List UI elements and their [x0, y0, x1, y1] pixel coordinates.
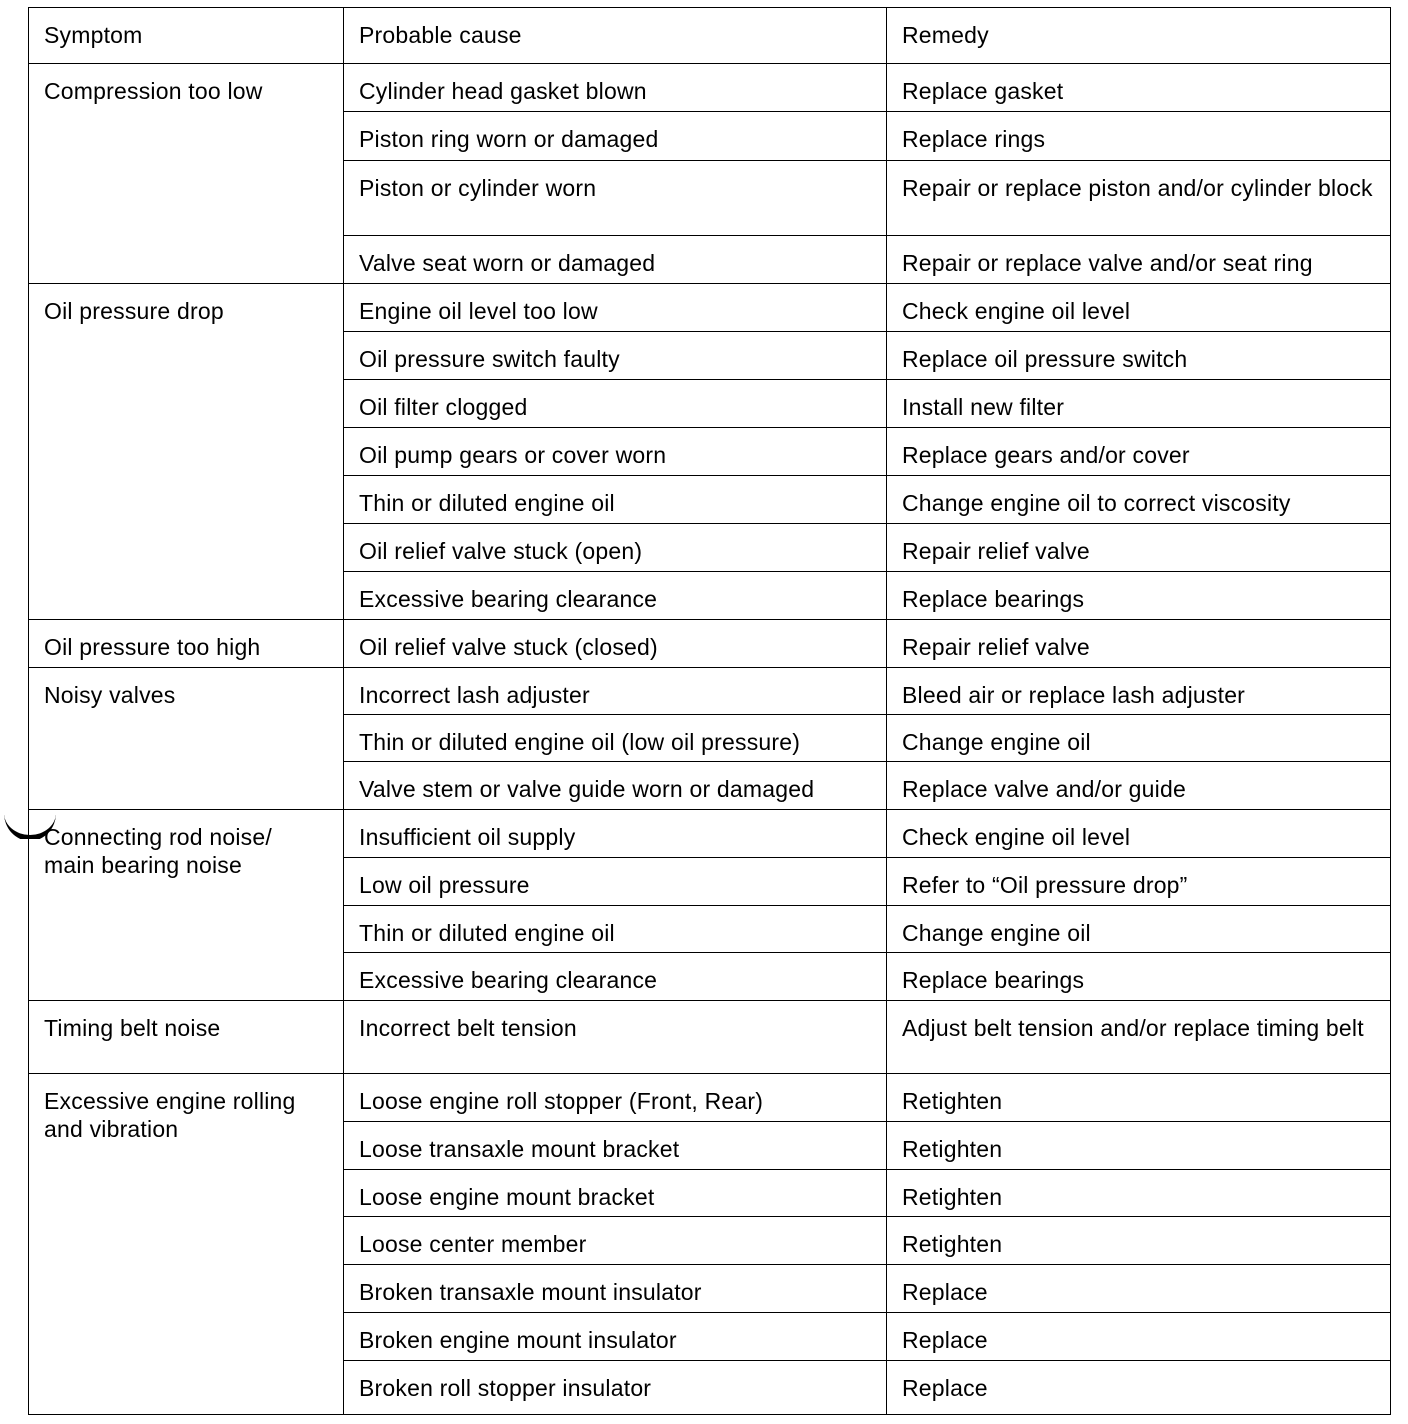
- probable-cause-cell: Loose center member: [344, 1217, 887, 1265]
- probable-cause-cell: Oil relief valve stuck (closed): [344, 620, 887, 668]
- remedy-cell: Change engine oil: [887, 715, 1391, 762]
- probable-cause-cell: Loose engine mount bracket: [344, 1170, 887, 1217]
- remedy-cell: Refer to “Oil pressure drop”: [887, 858, 1391, 906]
- probable-cause-cell: Thin or diluted engine oil (low oil pressure): [344, 715, 887, 762]
- remedy-cell: Repair relief valve: [887, 620, 1391, 668]
- probable-cause-cell: Low oil pressure: [344, 858, 887, 906]
- probable-cause-cell: Piston or cylinder worn: [344, 161, 887, 236]
- remedy-cell: Retighten: [887, 1170, 1391, 1217]
- remedy-cell: Retighten: [887, 1217, 1391, 1265]
- probable-cause-cell: Oil pressure switch faulty: [344, 332, 887, 380]
- probable-cause-cell: Excessive bearing clearance: [344, 953, 887, 1001]
- symptom-cell: Connecting rod noise/ main bearing noise: [29, 810, 344, 1001]
- probable-cause-cell: Loose transaxle mount bracket: [344, 1122, 887, 1170]
- probable-cause-cell: Broken roll stopper insulator: [344, 1361, 887, 1415]
- table-row: [29, 64, 1391, 112]
- probable-cause-cell: Oil filter clogged: [344, 380, 887, 428]
- remedy-cell: Replace: [887, 1361, 1391, 1415]
- table-row: [29, 1074, 1391, 1122]
- header-symptom: Symptom: [29, 8, 344, 64]
- probable-cause-cell: Valve seat worn or damaged: [344, 236, 887, 284]
- probable-cause-cell: Piston ring worn or damaged: [344, 112, 887, 161]
- symptom-cell: Oil pressure drop: [29, 284, 344, 620]
- probable-cause-cell: Insufficient oil supply: [344, 810, 887, 858]
- remedy-cell: Replace oil pressure switch: [887, 332, 1391, 380]
- probable-cause-cell: Oil pump gears or cover worn: [344, 428, 887, 476]
- remedy-cell: Check engine oil level: [887, 810, 1391, 858]
- scan-artifact-mark: [4, 815, 56, 839]
- probable-cause-cell: Cylinder head gasket blown: [344, 64, 887, 112]
- remedy-cell: Replace: [887, 1313, 1391, 1361]
- remedy-cell: Adjust belt tension and/or replace timing belt: [887, 1001, 1391, 1074]
- header-row: [29, 8, 1391, 64]
- remedy-cell: Change engine oil: [887, 906, 1391, 953]
- probable-cause-cell: Broken transaxle mount insulator: [344, 1265, 887, 1313]
- table-row: [29, 810, 1391, 858]
- remedy-cell: Replace bearings: [887, 953, 1391, 1001]
- probable-cause-cell: Loose engine roll stopper (Front, Rear): [344, 1074, 887, 1122]
- probable-cause-cell: Engine oil level too low: [344, 284, 887, 332]
- table-body: [29, 64, 1391, 1415]
- remedy-cell: Check engine oil level: [887, 284, 1391, 332]
- table-row: [29, 1001, 1391, 1074]
- table-row: [29, 620, 1391, 668]
- remedy-cell: Replace valve and/or guide: [887, 762, 1391, 810]
- remedy-cell: Repair relief valve: [887, 524, 1391, 572]
- remedy-cell: Replace rings: [887, 112, 1391, 161]
- remedy-cell: Change engine oil to correct viscosity: [887, 476, 1391, 524]
- remedy-cell: Replace: [887, 1265, 1391, 1313]
- header-probable-cause: Probable cause: [344, 8, 887, 64]
- symptom-cell: Compression too low: [29, 64, 344, 284]
- remedy-cell: Repair or replace piston and/or cylinder block: [887, 161, 1391, 236]
- remedy-cell: Replace gears and/or cover: [887, 428, 1391, 476]
- remedy-cell: Retighten: [887, 1122, 1391, 1170]
- symptom-cell: Timing belt noise: [29, 1001, 344, 1074]
- symptom-cell: Noisy valves: [29, 668, 344, 810]
- symptom-cell: Oil pressure too high: [29, 620, 344, 668]
- probable-cause-cell: Oil relief valve stuck (open): [344, 524, 887, 572]
- probable-cause-cell: Incorrect belt tension: [344, 1001, 887, 1074]
- troubleshooting-table: [28, 7, 1391, 1415]
- table-row: [29, 284, 1391, 332]
- remedy-cell: Replace gasket: [887, 64, 1391, 112]
- probable-cause-cell: Thin or diluted engine oil: [344, 476, 887, 524]
- probable-cause-cell: Excessive bearing clearance: [344, 572, 887, 620]
- probable-cause-cell: Thin or diluted engine oil: [344, 906, 887, 953]
- symptom-cell: Excessive engine rolling and vibration: [29, 1074, 344, 1415]
- header-remedy: Remedy: [887, 8, 1391, 64]
- remedy-cell: Install new filter: [887, 380, 1391, 428]
- table-row: [29, 668, 1391, 715]
- probable-cause-cell: Incorrect lash adjuster: [344, 668, 887, 715]
- probable-cause-cell: Valve stem or valve guide worn or damaged: [344, 762, 887, 810]
- remedy-cell: Replace bearings: [887, 572, 1391, 620]
- probable-cause-cell: Broken engine mount insulator: [344, 1313, 887, 1361]
- remedy-cell: Bleed air or replace lash adjuster: [887, 668, 1391, 715]
- troubleshooting-table-wrapper: [28, 7, 1390, 1415]
- remedy-cell: Retighten: [887, 1074, 1391, 1122]
- remedy-cell: Repair or replace valve and/or seat ring: [887, 236, 1391, 284]
